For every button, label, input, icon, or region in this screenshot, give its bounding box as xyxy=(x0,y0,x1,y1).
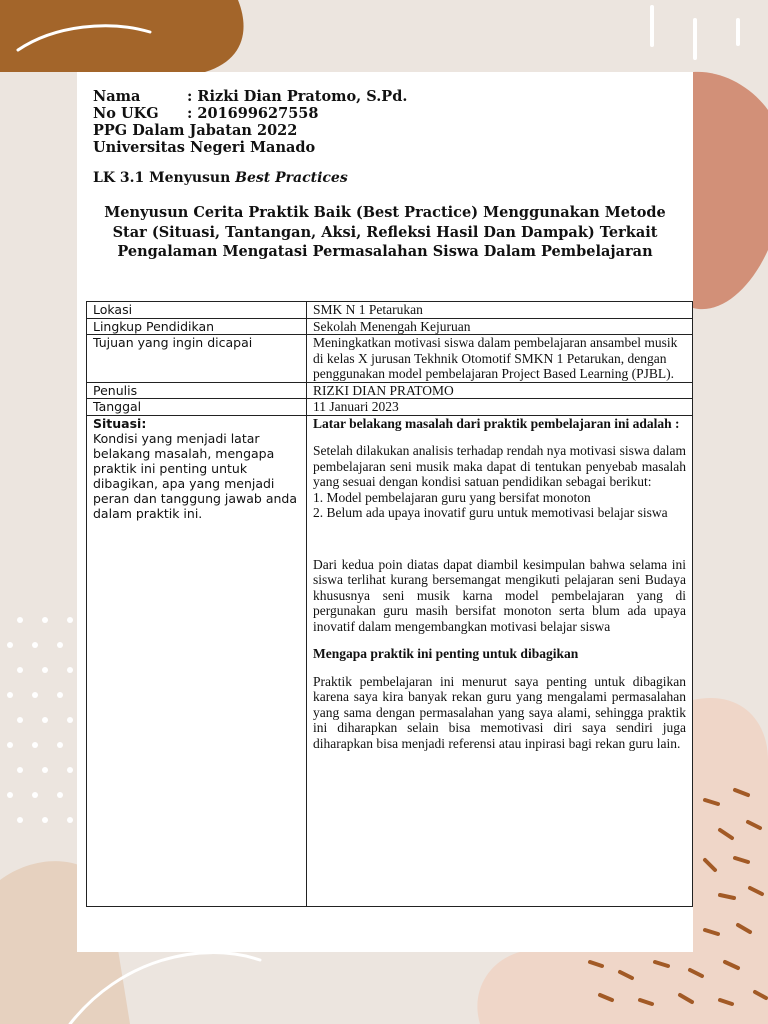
row-value: SMK N 1 Petarukan xyxy=(307,302,693,319)
line-decoration xyxy=(736,18,740,46)
situasi-paragraph-2: Dari kedua poin diatas dapat diambil kesimpulan bahwa selama ini siswa terlihat kurang bersemangat mengikuti pelajaran seni Budaya khususnya seni musik karna model pembelajaran yang di pergunakan guru masih bersifat monoton serta blum ada upaya inovatif dalam mengembangkan motivasi belajar siswa xyxy=(313,556,686,634)
document-title: Menyusun Cerita Praktik Baik (Best Practice) Menggunakan Metode Star (Situasi, Tantangan, Aksi, Refleksi Hasil Dan Dampak) Terkait Pengalaman Mengatasi Permasalahan Siswa Dalam Pembelajaran xyxy=(104,204,666,260)
ukg-line xyxy=(93,105,318,123)
situasi-description: Kondisi yang menjadi latar belakang masalah, mengapa praktik ini penting untuk dibagikan, apa yang menjadi peran dan tanggung jawab anda dalam praktik ini. xyxy=(93,430,298,521)
row-value: Meningkatkan motivasi siswa dalam pembelajaran ansambel musik di kelas X jurusan Tekhnik Otomotif SMKN 1 Petarukan, dengan penggunakan model pembelajaran Project Based Learning (PJBL). xyxy=(307,335,693,383)
situasi-heading: Situasi: xyxy=(93,415,147,431)
ukg-value: : 201699627558 xyxy=(187,105,319,122)
table-row xyxy=(87,335,693,383)
situasi-paragraph-1: Setelah dilakukan analisis terhadap rendah nya motivasi siswa dalam pembelajaran seni musik maka dapat di tentukan penyebab masalah yang sesuai dengan kondisi satuan pendidikan sebagai berikut: xyxy=(313,443,686,489)
situasi-label-cell xyxy=(87,415,307,906)
ppg-line: PPG Dalam Jabatan 2022 xyxy=(93,122,298,139)
row-value: RIZKI DIAN PRATOMO xyxy=(307,382,693,399)
nama-label: Nama xyxy=(93,88,141,105)
ukg-label: No UKG xyxy=(93,105,159,122)
lk-heading xyxy=(93,170,348,186)
university-line: Universitas Negeri Manado xyxy=(93,139,316,156)
nama-line xyxy=(93,88,407,106)
dot-pattern xyxy=(7,617,73,823)
row-label: Tujuan yang ingin dicapai xyxy=(87,335,307,383)
salmon-blob-shape xyxy=(693,72,768,309)
row-value: Sekolah Menengah Kejuruan xyxy=(307,318,693,335)
row-label: Penulis xyxy=(87,382,307,399)
situasi-point-2: 2. Belum ada upaya inovatif guru untuk memotivasi belajar siswa xyxy=(313,505,668,520)
situasi-row xyxy=(87,415,693,906)
situasi-paragraph-3: Praktik pembelajaran ini menurut saya penting untuk dibagikan karena saya kira banyak rekan guru yang mengalami permasalahan yang sama dengan permasalahan yang saya alami, sehingga praktik ini diharapkan selain bisa memotivasi diri saya sendiri juga diharapkan bisa menjadi referensi atau inpirasi bagi rekan guru lain. xyxy=(313,673,686,751)
row-value: 11 Januari 2023 xyxy=(307,399,693,416)
line-decoration xyxy=(650,5,654,47)
mengapa-heading: Mengapa praktik ini penting untuk dibagikan xyxy=(313,646,579,661)
table-row xyxy=(87,302,693,319)
situasi-content-cell xyxy=(307,415,693,906)
lk-italic: Best Practices xyxy=(235,170,348,186)
situasi-point-1: 1. Model pembelajaran guru yang bersifat monoton xyxy=(313,489,591,505)
info-table xyxy=(86,301,693,907)
nama-value: : Rizki Dian Pratomo, S.Pd. xyxy=(187,88,408,105)
row-label: Tanggal xyxy=(87,399,307,416)
latar-heading: Latar belakang masalah dari praktik pembelajaran ini adalah : xyxy=(313,415,680,431)
table-row xyxy=(87,318,693,335)
brown-blob-shape xyxy=(0,0,244,72)
table-row xyxy=(87,382,693,399)
row-label: Lokasi xyxy=(87,302,307,319)
line-decoration xyxy=(693,18,697,60)
row-label: Lingkup Pendidikan xyxy=(87,318,307,335)
lk-prefix: LK 3.1 Menyusun xyxy=(93,170,236,186)
table-row xyxy=(87,399,693,416)
